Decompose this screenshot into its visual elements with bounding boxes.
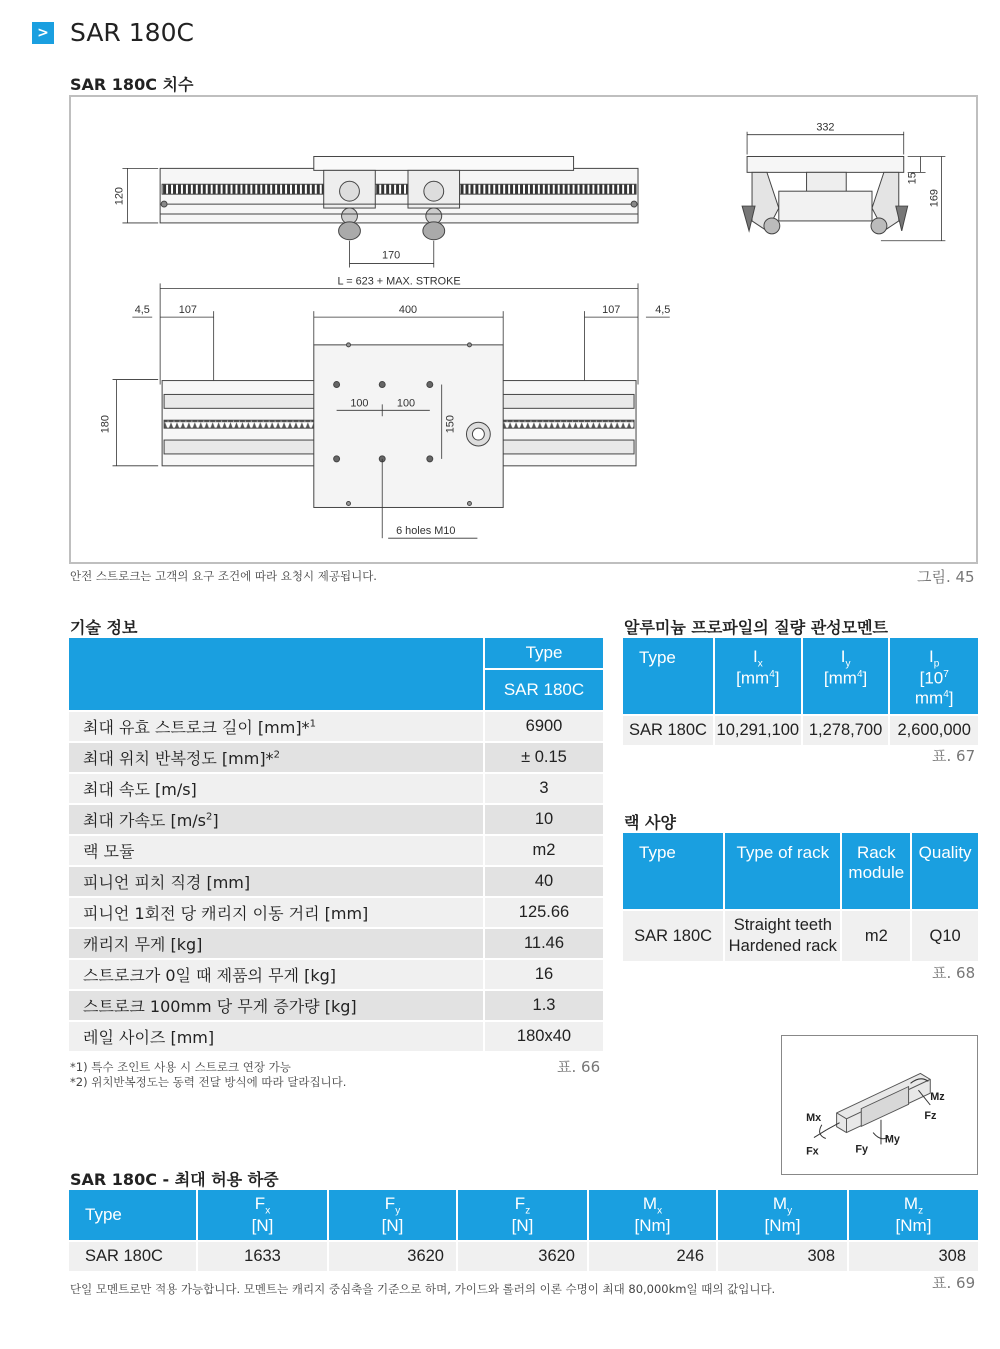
tech-footnote-2: *2) 위치반복정도는 동력 전달 방식에 따라 달라집니다. <box>70 1075 347 1089</box>
table-row: 최대 위치 반복정도 [mm]*$^2$ ± 0.15 <box>69 743 603 772</box>
my-label: My <box>884 1133 900 1146</box>
tech-header-blank <box>69 638 483 710</box>
chevron-right-icon: > <box>32 22 54 44</box>
tech-header-model: SAR 180C <box>485 670 603 710</box>
loads-header-type: Type <box>69 1190 196 1240</box>
table-row: 피니언 피치 직경 [mm] 40 <box>69 867 603 896</box>
stroke-length-label: L = 623 + MAX. STROKE <box>337 275 461 288</box>
side-view <box>160 156 638 239</box>
loads-header-mz: $M_z$ [Nm] <box>849 1190 978 1240</box>
dimension-drawing <box>69 95 978 564</box>
inertia-header-ip: $I_p$ [$10^7$ $mm^4$] <box>890 638 978 714</box>
loads-note: 단일 모멘트로만 적용 가능합니다. 모멘트는 캐리지 중심축을 기준으로 하며, 가이드와 롤러의 이론 수명이 최대 80,000km일 때의 값입니다. <box>70 1282 776 1296</box>
loads-section-title: SAR 180C - 최대 허용 하중 <box>70 1170 279 1189</box>
loads-header-mx: $M_x$ [Nm] <box>589 1190 716 1240</box>
tech-table <box>67 636 605 1053</box>
dim-150-label: 150 <box>444 415 457 434</box>
dim-400-label: 400 <box>398 304 418 317</box>
rack-header-rack-module: Rack module <box>842 833 910 909</box>
table-row: 레일 사이즈 [mm] 180x40 <box>69 1022 603 1051</box>
table-row: 스트로크 100mm 당 무게 증가량 [kg] 1.3 <box>69 991 603 1020</box>
table-ref-67: 표. 67 <box>932 747 976 765</box>
dim-170-label: 170 <box>382 249 401 262</box>
rack-table <box>621 831 980 963</box>
dim-169-label: 169 <box>928 189 941 208</box>
inertia-table <box>621 636 980 747</box>
table-row: SAR 180C 1633 3620 3620 246 308 308 <box>69 1242 978 1271</box>
fx-label: Fx <box>806 1145 819 1158</box>
rack-header-type-of-rack: Type of rack <box>725 833 840 909</box>
tech-header-type: Type <box>485 638 603 668</box>
rack-header-quality: Quality <box>912 833 978 909</box>
table-ref-69: 표. 69 <box>932 1274 976 1292</box>
dim-332-label: 332 <box>816 121 835 134</box>
dimensions-note: 안전 스트로크는 고객의 요구 조건에 따라 요청시 제공됩니다. <box>70 569 377 583</box>
mx-label: Mx <box>806 1111 822 1124</box>
page-title: SAR 180C <box>70 18 194 47</box>
loads-header-my: $M_y$ [Nm] <box>718 1190 847 1240</box>
mz-label: Mz <box>930 1091 945 1104</box>
top-view <box>162 343 636 508</box>
table-row: 랙 모듈 m2 <box>69 836 603 865</box>
rack-header-type: Type <box>623 833 723 909</box>
table-row: 최대 유효 스트로크 길이 [mm]*$^1$ 6900 <box>69 712 603 741</box>
inertia-header-type: Type <box>623 638 713 714</box>
inertia-header-iy: $I_y$ $[mm^4]$ <box>803 638 889 714</box>
table-row: SAR 180C 10,291,100 1,278,700 2,600,000 <box>623 716 978 745</box>
tech-section-title: 기술 정보 <box>70 618 138 637</box>
table-row: 스트로크가 0일 때 제품의 무게 [kg] 16 <box>69 960 603 989</box>
dim-100b-label: 100 <box>396 397 416 410</box>
dim-120-label: 120 <box>113 187 126 206</box>
holes-label: 6 holes M10 <box>396 525 456 538</box>
inertia-header-ix: $I_x$ $[mm^4]$ <box>715 638 801 714</box>
dim-4-5-left-label: 4,5 <box>134 304 150 317</box>
dim-4-5-right-label: 4,5 <box>655 304 671 317</box>
dim-15-label: 15 <box>906 172 919 185</box>
loads-header-fx: $F_x$ [N] <box>198 1190 327 1240</box>
figure-ref: 그림. 45 <box>917 568 975 586</box>
dim-100a-label: 100 <box>350 397 369 410</box>
fz-label: Fz <box>924 1109 937 1122</box>
rack-section-title: 랙 사양 <box>624 813 676 832</box>
loads-table <box>67 1188 980 1273</box>
end-view <box>742 156 908 233</box>
dim-107-left-label: 107 <box>178 304 197 317</box>
loads-header-fy: $F_y$ [N] <box>329 1190 456 1240</box>
table-ref-66: 표. 66 <box>557 1058 601 1076</box>
table-row: SAR 180C Straight teeth Hardened rack m2 Q10 <box>623 911 978 961</box>
load-axes-diagram <box>781 1035 978 1175</box>
table-ref-68: 표. 68 <box>932 964 976 982</box>
dim-180-label: 180 <box>99 415 112 434</box>
dimensions-section-title: SAR 180C 치수 <box>70 75 194 94</box>
inertia-section-title: 알루미늄 프로파일의 질량 관성모멘트 <box>624 618 889 637</box>
fy-label: Fy <box>855 1143 868 1156</box>
table-row: 피니언 1회전 당 캐리지 이동 거리 [mm] 125.66 <box>69 898 603 927</box>
table-row: 최대 가속도 $[m/s^2]$ 10 <box>69 805 603 834</box>
table-row: 최대 속도 [m/s] 3 <box>69 774 603 803</box>
table-row: 캐리지 무게 [kg] 11.46 <box>69 929 603 958</box>
loads-header-fz: $F_z$ [N] <box>458 1190 587 1240</box>
dim-107-right-label: 107 <box>602 304 621 317</box>
tech-footnote-1: *1) 특수 조인트 사용 시 스트로크 연장 가능 <box>70 1060 291 1074</box>
